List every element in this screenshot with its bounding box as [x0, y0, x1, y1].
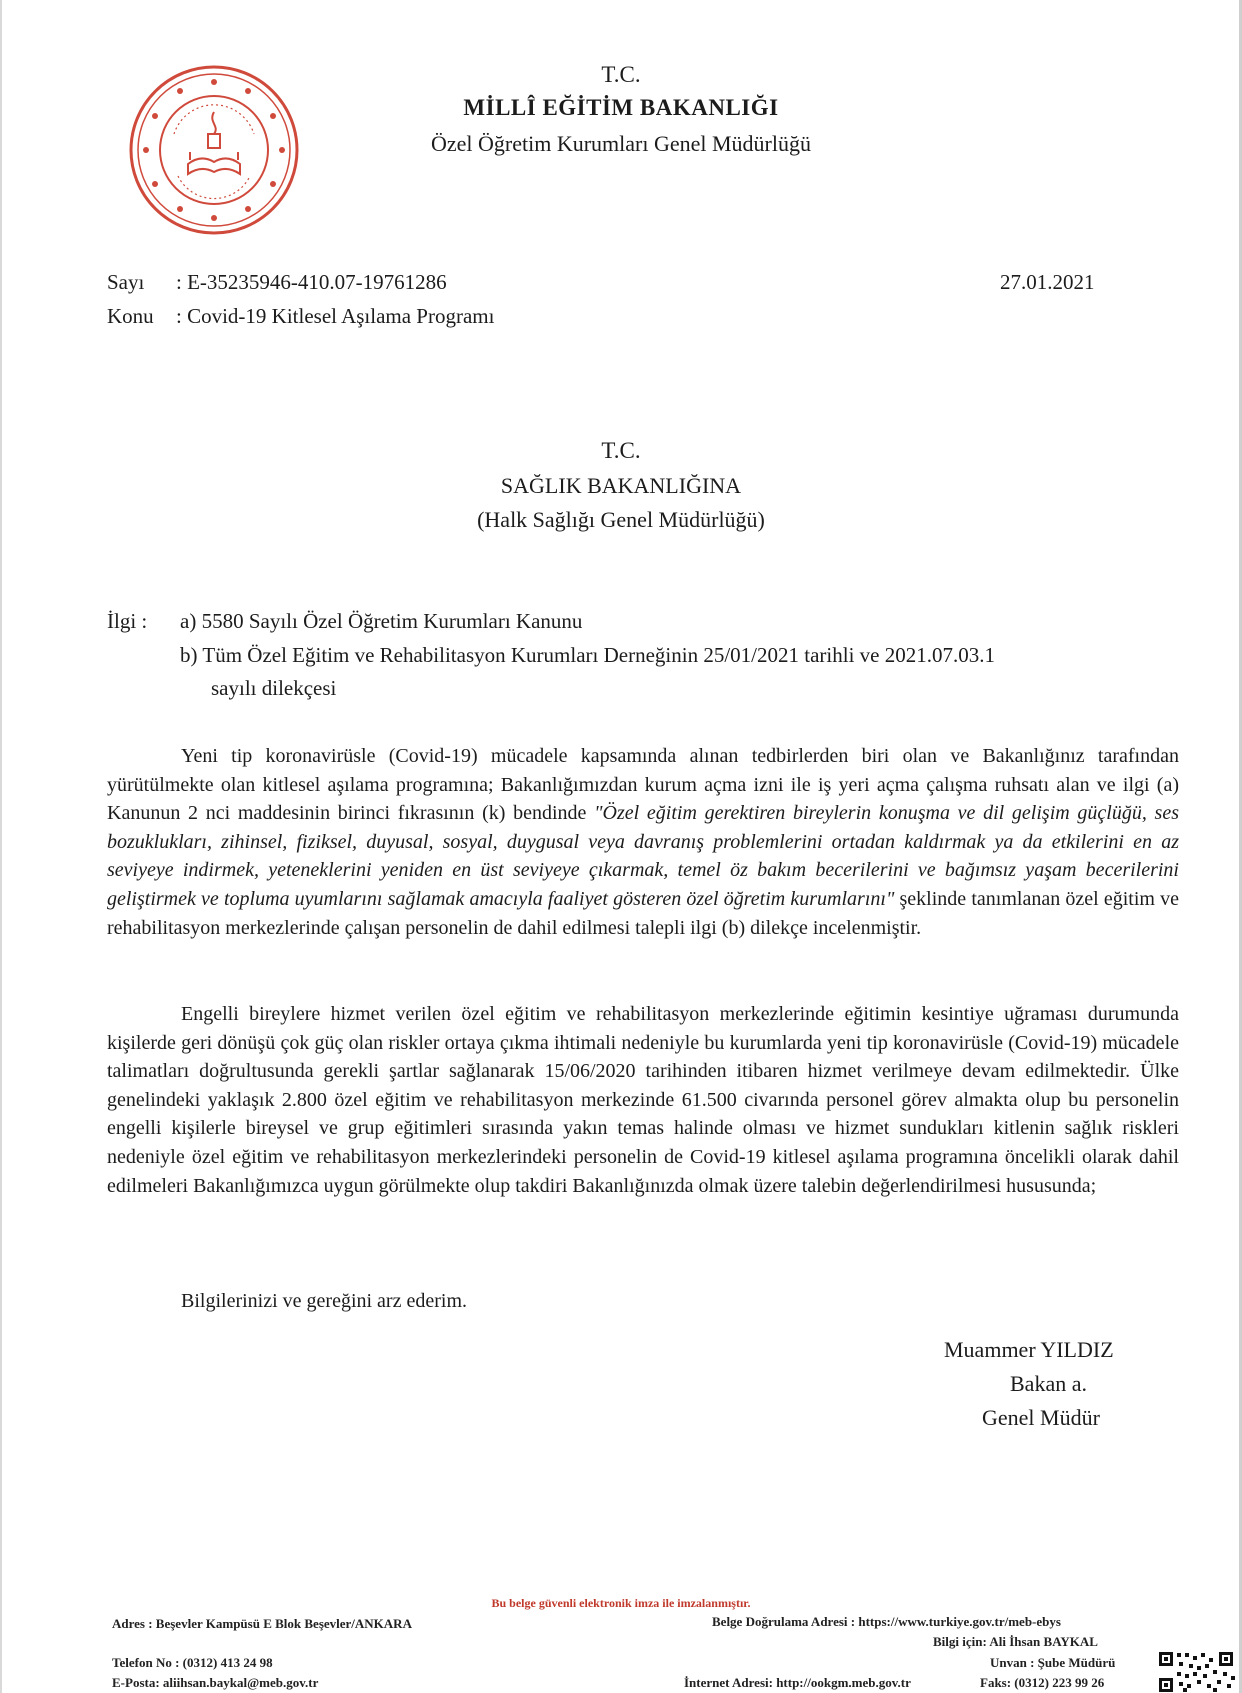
- signatory-title-2: Genel Müdür: [982, 1405, 1100, 1430]
- sayi-value: : E-35235946-410.07-19761286: [176, 270, 447, 294]
- qr-code-icon: [1157, 1650, 1239, 1693]
- ilgi-item-b: b) Tüm Özel Eğitim ve Rehabilitasyon Kurumları Derneğinin 25/01/2021 tarihli ve 2021.07.03.1: [180, 643, 995, 667]
- sayi-label: Sayı: [107, 270, 145, 294]
- signatory-title-1: Bakan a.: [1010, 1371, 1087, 1396]
- footer-internet-address[interactable]: İnternet Adresi: http://ookgm.meb.gov.tr: [684, 1675, 911, 1690]
- footer-email[interactable]: E-Posta: aliihsan.baykal@meb.gov.tr: [112, 1675, 319, 1690]
- signatory-name: Muammer YILDIZ: [944, 1337, 1114, 1362]
- letterhead-ministry: MİLLÎ EĞİTİM BAKANLIĞI: [463, 95, 779, 120]
- footer-fax: Faks: (0312) 223 99 26: [980, 1675, 1105, 1690]
- konu-label: Konu: [107, 304, 154, 328]
- letterhead-tc: T.C.: [601, 62, 641, 87]
- law-quote: "Özel eğitim gerektiren bireylerin konuşma ve dil gelişim güçlüğü, ses bozuklukları, zihinsel, fiziksel, duyusal, sosyal, duygusal veya davranış problemlerini ortadan kaldırmak ya da etkilerini en az seviyeye indirmek, yeteneklerini yeniden en üst seviyeye çıkarmak, temel öz bakım becerilerini ve bağımsız yaşam becerilerini geliştirmek ve topluma uyumlarını sağlamak amacıyla faaliyet gösteren özel öğretim kurumlarını": [107, 802, 1180, 910]
- recipient-directorate: (Halk Sağlığı Genel Müdürlüğü): [477, 507, 765, 532]
- ilgi-item-b-cont: sayılı dilekçesi: [211, 676, 337, 700]
- paragraph-1-end: şeklinde tanımlanan özel eğitim ve rehabilitasyon merkezlerinde çalışan personelin de dahil edilmesi talepli ilgi (b) dilekçe incelenmiştir.: [107, 887, 1179, 939]
- footer-title: Unvan : Şube Müdürü: [990, 1655, 1116, 1670]
- body-paragraph-2: Engelli bireylere hizmet verilen özel eğitim ve rehabilitasyon merkezlerinde eğitimin kesintiye uğraması durumunda kişilerde geri dönüşü çok güç olan riskler ortaya çıkma ihtimali nedeniyle bu kurumlarda yeni tip koronavirüsle (Covid-19) mücadele talimatları doğrultusunda gerekli şartlar sağlanarak 15/06/2020 tarihinden itibaren hizmet verilmeye devam edilmektedir. Ülke genelindeki yaklaşık 2.800 özel eğitim ve rehabilitasyon merkezinde 61.500 civarında personel görev almakta olup bu personelin engelli kişilerle bireysel ve grup eğitimleri sırasında yakın temas halinde olması ve hizmet sundukları kitlenin sağlık riskleri nedeniyle özel eğitim ve rehabilitasyon merkezlerindeki personelin de Covid-19 kitlesel aşılama programına öncelikli olarak dahil edilmeleri Bakanlığımızca uygun görülmekte olup takdiri Bakanlığınızda olmak üzere talebin değerlendirilmesi hususunda;: [107, 1003, 1179, 1197]
- paragraph-1-start: Yeni tip koronavirüsle (Covid-19) mücadele kapsamında alınan tedbirlerden biri olan ve Bakanlığınız tarafından yürütülmekte olan kitlesel aşılama programına; Bakanlığımızdan kurum açma izni ile iş yeri açma çalışma ruhsatı alan ve ilgi (a) Kanunun 2 nci maddesinin birinci fıkrasının (k) bendinde: [107, 745, 1179, 825]
- konu-value: : Covid-19 Kitlesel Aşılama Programı: [176, 304, 495, 328]
- ilgi-item-a: a) 5580 Sayılı Özel Öğretim Kurumları Kanunu: [180, 609, 583, 633]
- body-paragraph-3: Bilgilerinizi ve gereğini arz ederim.: [181, 1290, 467, 1312]
- recipient-tc: T.C.: [601, 438, 641, 463]
- recipient-ministry: SAĞLIK BAKANLIĞINA: [500, 473, 742, 498]
- e-signature-notice: Bu belge güvenli elektronik imza ile imzalanmıştır.: [491, 1596, 751, 1610]
- document-date: 27.01.2021: [1000, 270, 1095, 294]
- footer-phone: Telefon No : (0312) 413 24 98: [112, 1655, 273, 1670]
- ilgi-label: İlgi :: [107, 609, 148, 633]
- page-border-left: [0, 0, 2, 1693]
- footer-info-contact: Bilgi için: Ali İhsan BAYKAL: [933, 1634, 1098, 1649]
- letterhead-directorate: Özel Öğretim Kurumları Genel Müdürlüğü: [430, 131, 811, 156]
- footer-verify-address[interactable]: Belge Doğrulama Adresi : https://www.turkiye.gov.tr/meb-ebys: [712, 1614, 1061, 1629]
- footer-address: Adres : Beşevler Kampüsü E Blok Beşevler/ANKARA: [112, 1616, 412, 1631]
- body-paragraph-1: [107, 742, 1179, 942]
